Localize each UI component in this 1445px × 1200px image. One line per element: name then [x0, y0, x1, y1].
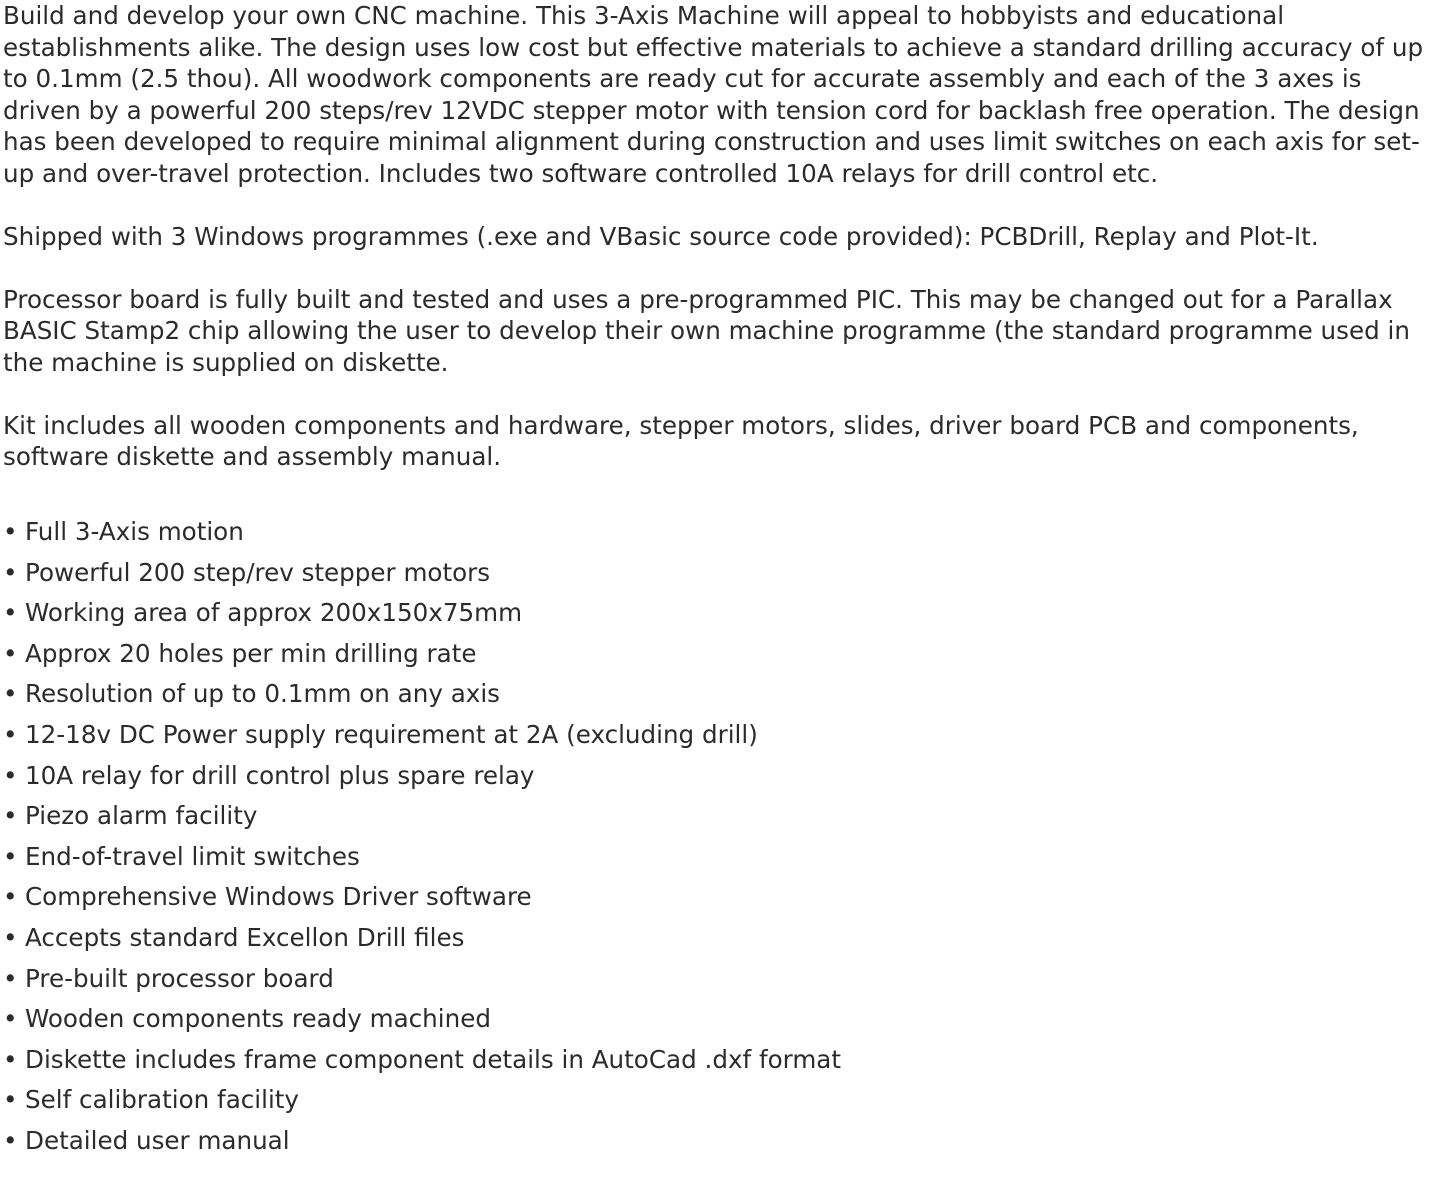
processor-paragraph: Processor board is fully built and tested and uses a pre-programmed PIC. This may be changed out for a Parallax BASIC Stamp2 chip allowing the user to develop their own machine programme (the standard programme used in the machine is supplied on diskette. — [3, 284, 1410, 377]
feature-item — [3, 760, 1441, 801]
feature-text: Pre-built processor board — [25, 963, 334, 993]
bullet-icon: • — [3, 760, 18, 790]
feature-item — [3, 678, 1441, 719]
feature-item — [3, 922, 1441, 963]
bullet-icon: • — [3, 882, 18, 912]
feature-item — [3, 719, 1441, 760]
bullet-icon: • — [3, 922, 18, 952]
bullet-icon: • — [3, 841, 18, 871]
feature-text: Self calibration facility — [25, 1085, 299, 1115]
feature-list — [3, 504, 1441, 1166]
kit-contents-paragraph: Kit includes all wooden components and hardware, stepper motors, slides, driver board PCB and components, software diskette and assembly manual. — [3, 410, 1359, 471]
feature-text: 10A relay for drill control plus spare relay — [25, 760, 535, 790]
feature-item — [3, 800, 1441, 841]
bullet-icon: • — [3, 1125, 18, 1155]
feature-text: Piezo alarm facility — [25, 801, 258, 831]
feature-text: Full 3-Axis motion — [25, 517, 244, 546]
bullet-icon: • — [3, 1085, 18, 1115]
feature-text: Comprehensive Windows Driver software — [25, 882, 532, 912]
software-paragraph: Shipped with 3 Windows programmes (.exe and VBasic source code provided): PCBDrill, Replay and Plot-It. — [3, 221, 1319, 251]
feature-text: 12-18v DC Power supply requirement at 2A (excluding drill) — [25, 719, 758, 749]
feature-text: Accepts standard Excellon Drill files — [25, 922, 465, 952]
bullet-icon: • — [3, 557, 18, 587]
feature-item — [3, 557, 1441, 598]
feature-item — [3, 597, 1441, 638]
feature-item — [3, 638, 1441, 679]
feature-text: Working area of approx 200x150x75mm — [25, 598, 523, 628]
feature-text: Powerful 200 step/rev stepper motors — [25, 557, 491, 587]
feature-text: Wooden components ready machined — [25, 1004, 491, 1034]
bullet-icon: • — [3, 598, 18, 628]
bullet-icon: • — [3, 719, 18, 749]
feature-item — [3, 963, 1441, 1004]
feature-item — [3, 1084, 1441, 1125]
feature-item — [3, 1125, 1441, 1166]
bullet-icon: • — [3, 638, 18, 668]
feature-item — [3, 1003, 1441, 1044]
bullet-icon: • — [3, 517, 18, 546]
feature-item — [3, 516, 1441, 557]
feature-item — [3, 881, 1441, 922]
bullet-icon: • — [3, 679, 18, 709]
feature-text: Diskette includes frame component details in AutoCad .dxf format — [25, 1044, 842, 1074]
intro-paragraph: Build and develop your own CNC machine. This 3-Axis Machine will appeal to hobbyists and educational establishments alike. The design uses low cost but effective materials to achieve a standard drilling accuracy of up to 0.1mm (2.5 thou). All woodwork components are ready cut for accurate assembly and each of the 3 axes is driven by a powerful 200 steps/rev 12VDC stepper motor with tension cord for backlash free operation. The design has been developed to require minimal alignment during construction and uses limit switches on each axis for set-up and over-travel protection. Includes two software controlled 10A relays for drill control etc. — [3, 1, 1424, 188]
bullet-icon: • — [3, 801, 18, 831]
feature-item — [3, 841, 1441, 882]
feature-text: End-of-travel limit switches — [25, 841, 360, 871]
bullet-icon: • — [3, 963, 18, 993]
feature-item — [3, 1044, 1441, 1085]
bullet-icon: • — [3, 1004, 18, 1034]
feature-text: Approx 20 holes per min drilling rate — [25, 638, 477, 668]
bullet-icon: • — [3, 1044, 18, 1074]
feature-text: Resolution of up to 0.1mm on any axis — [25, 679, 500, 709]
feature-text: Detailed user manual — [25, 1125, 290, 1155]
